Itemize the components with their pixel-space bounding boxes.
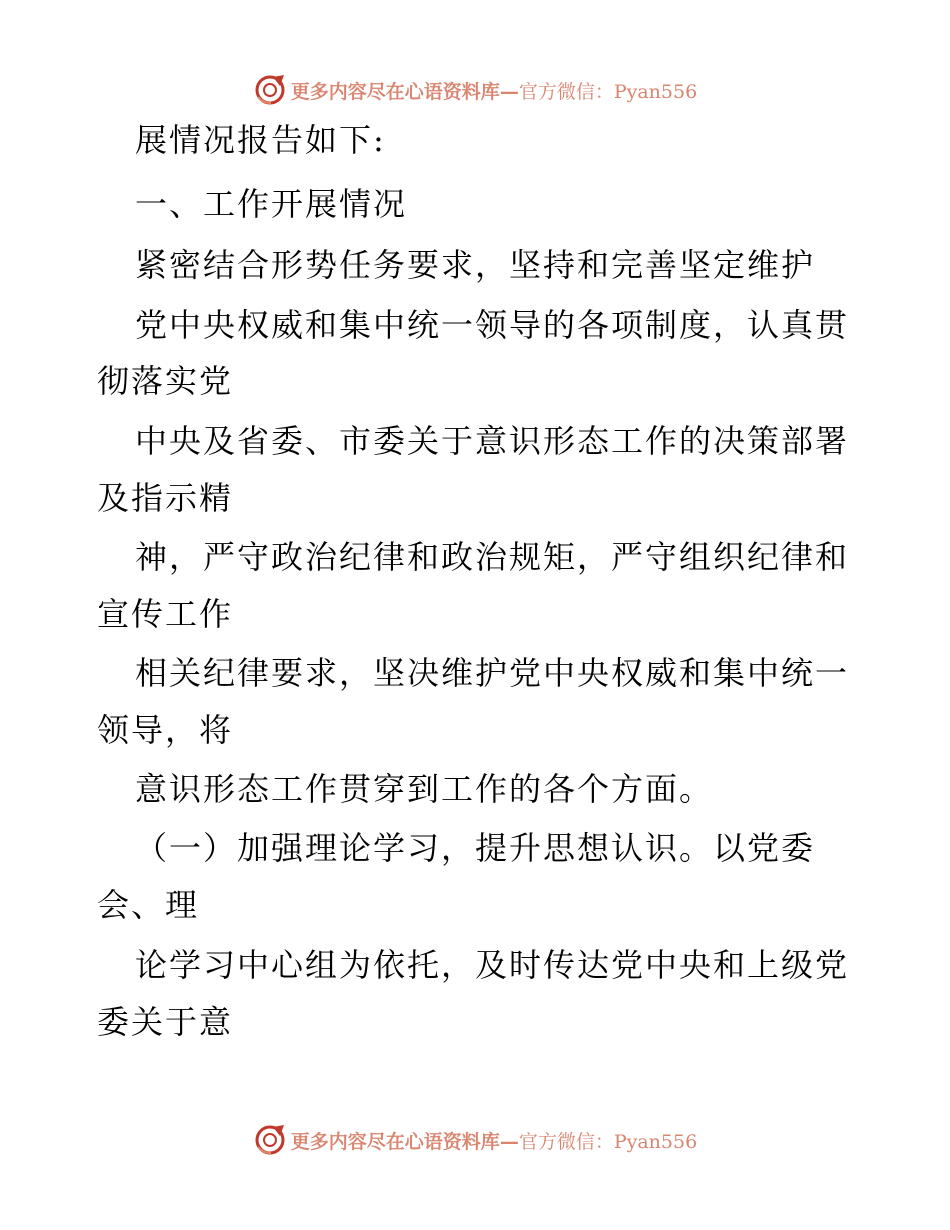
header-watermark [0,70,950,110]
watermark-main-text: 更多内容尽在心语资料库 [290,1130,500,1153]
text-line: 彻落实党 [97,362,234,400]
footer-watermark [0,1120,950,1160]
watermark-main-text: 更多内容尽在心语资料库 [290,80,500,103]
text-line: 紧密结合形势任务要求，坚持和完善坚定维护 [135,246,816,284]
watermark-dash: — [499,1130,519,1153]
watermark-handle: Pyan556 [613,1130,698,1153]
text-line: 委关于意 [97,1003,234,1041]
watermark-dash: — [499,80,519,103]
watermark-sub-text: 官方微信： [518,1130,614,1153]
section-heading: 一、工作开展情况 [135,185,408,223]
text-line: 展情况报告如下: [135,121,386,159]
text-line: 党中央权威和集中统一领导的各项制度，认真贯 [135,306,850,344]
watermark-sub-text: 官方微信： [518,80,614,103]
subsection-heading: （一）加强理论学习，提升思想认识。以党委 [135,829,816,867]
watermark-handle: Pyan556 [613,80,698,103]
text-line: 领导，将 [97,711,234,749]
brand-logo-icon [253,73,287,107]
text-line: 相关纪律要求，坚决维护党中央权威和集中统一 [135,654,850,692]
text-line: 中央及省委、市委关于意识形态工作的决策部署 [135,422,850,460]
text-line: 神，严守政治纪律和政治规矩，严守组织纪律和 [135,538,850,576]
text-line: 会、理 [97,886,200,924]
text-line: 宣传工作 [97,595,234,633]
text-line: 及指示精 [97,479,234,517]
text-line: 论学习中心组为依托，及时传达党中央和上级党 [135,946,850,984]
text-line: 意识形态工作贯穿到工作的各个方面。 [135,770,714,808]
brand-logo-icon [253,1123,287,1157]
